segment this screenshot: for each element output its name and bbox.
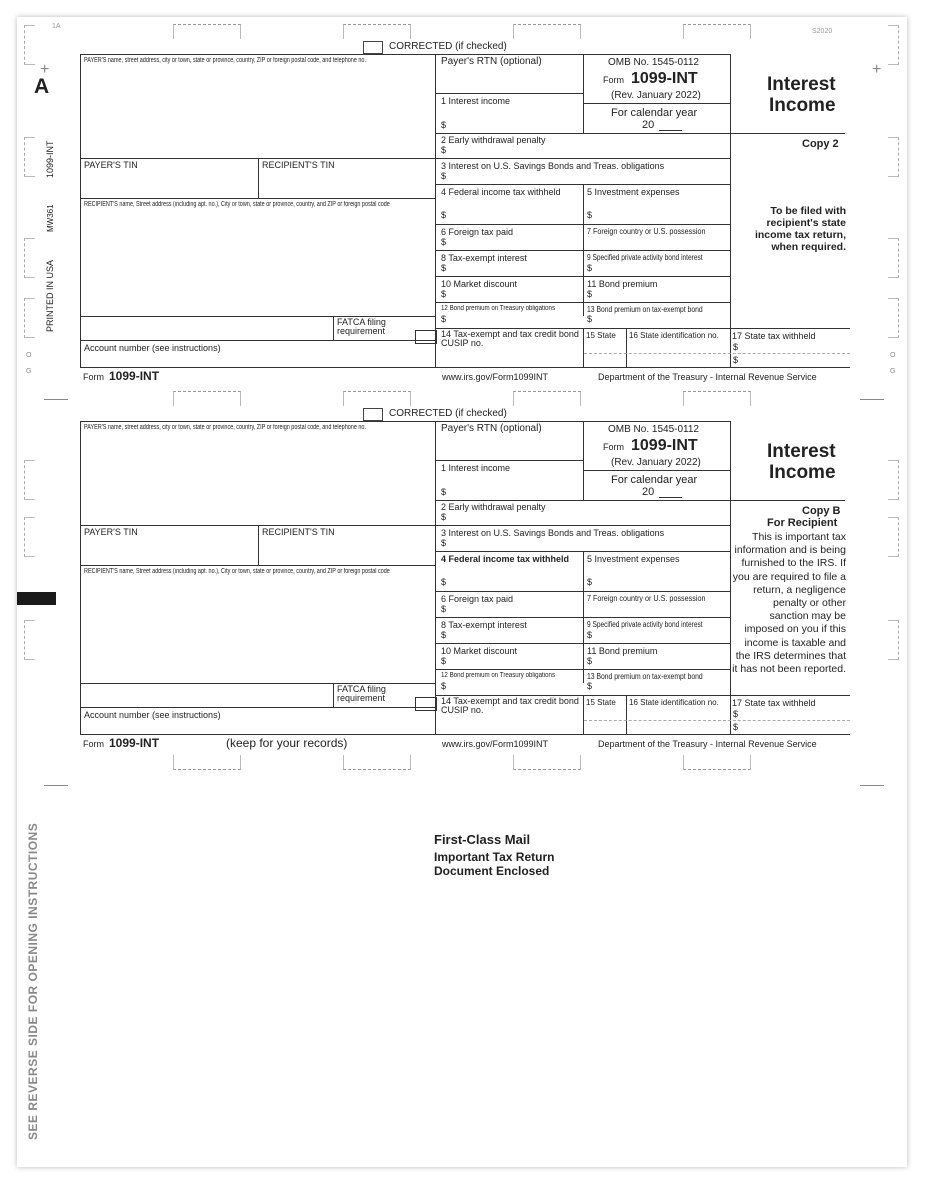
box12-field[interactable] — [447, 681, 581, 693]
footer-form-number: 1099-INT — [109, 736, 160, 750]
payer-tin-field[interactable] — [82, 170, 257, 197]
side-bracket-mark — [888, 620, 899, 660]
crop-plus-left: + — [40, 61, 50, 78]
title-line1: Interest — [767, 441, 836, 462]
box1-label: 1 Interest income — [441, 96, 511, 106]
side-product-code: MW361 — [46, 204, 55, 232]
box16-left — [626, 695, 627, 735]
box8-field[interactable] — [447, 630, 581, 642]
tin-divider — [258, 525, 259, 565]
box3-label: 3 Interest on U.S. Savings Bonds and Treas. obligations — [441, 161, 665, 171]
account-row-top — [80, 340, 436, 341]
payer-rtn-field[interactable] — [438, 68, 581, 92]
right-box-border — [730, 421, 731, 735]
box10-dollar: $ — [441, 656, 447, 666]
box14-field[interactable] — [441, 717, 581, 733]
box8-dollar: $ — [441, 263, 447, 273]
side-bracket-mark — [24, 298, 35, 338]
corrected-label: CORRECTED (if checked) — [389, 408, 507, 419]
side-bracket-mark — [888, 137, 899, 177]
box11-field[interactable] — [593, 656, 727, 668]
box15-label: 15 State — [586, 331, 616, 340]
box4-field[interactable] — [447, 198, 581, 222]
box15-field[interactable] — [586, 342, 624, 366]
box10-label: 10 Market discount — [441, 279, 518, 289]
box3-top — [435, 525, 730, 526]
recipient-name-field[interactable] — [82, 210, 434, 315]
omb-left-border — [583, 54, 584, 133]
side-bracket-mark — [888, 25, 899, 65]
box8-dollar: $ — [441, 630, 447, 640]
payer-rtn-label: Payer's RTN (optional) — [441, 56, 542, 67]
box15-field[interactable] — [586, 709, 624, 733]
recipient-name-label: RECIPIENT'S name, Street address (including apt. no.), City or town, state or province, country, and ZIP or foreign postal code — [84, 568, 390, 575]
box6-dollar: $ — [441, 237, 447, 247]
calendar-year-label: For calendar year — [611, 107, 698, 119]
box11-label: 11 Bond premium — [587, 646, 658, 656]
form-word: Form — [603, 75, 624, 85]
footer-url: www.irs.gov/Form1099INT — [442, 372, 549, 382]
box2-field[interactable] — [447, 511, 581, 525]
box2-top — [435, 133, 730, 134]
envelope-line1: First-Class Mail — [434, 832, 531, 847]
box1-field[interactable] — [447, 108, 581, 132]
box17-dollar-2: $ — [733, 355, 739, 365]
title-line2: Income — [769, 95, 836, 116]
box1-top — [435, 460, 583, 461]
side-bracket-mark — [888, 460, 899, 500]
side-bracket-mark — [24, 620, 35, 660]
recipient-row-top — [80, 565, 436, 566]
box3-dollar: $ — [441, 171, 447, 181]
box12-13-divider — [583, 669, 584, 683]
corrected-label: CORRECTED (if checked) — [389, 41, 507, 52]
box16-field[interactable] — [629, 709, 728, 733]
box11-label: 11 Bond premium — [587, 279, 658, 289]
perforation-mark — [513, 391, 581, 406]
box6-top — [435, 591, 730, 592]
form-bottom-border — [80, 734, 850, 735]
box6-label: 6 Foreign tax paid — [441, 594, 514, 604]
form-left-border — [80, 421, 81, 735]
box14-label: 14 Tax-exempt and tax credit bond CUSIP no. — [441, 329, 579, 348]
tin-divider — [258, 158, 259, 198]
form-left-border — [80, 54, 81, 368]
box7-field[interactable] — [585, 237, 728, 249]
box12-dollar: $ — [441, 681, 447, 691]
form-top-border — [80, 421, 730, 422]
side-o-right: O — [890, 352, 896, 359]
revision-date: (Rev. January 2022) — [611, 457, 701, 468]
box10-field[interactable] — [447, 289, 581, 301]
perforation-mark — [173, 391, 241, 406]
title-bottom-rule — [730, 133, 845, 134]
box2-dollar: $ — [441, 512, 447, 522]
perforation-mark — [173, 24, 241, 39]
box3-field[interactable] — [447, 538, 727, 550]
perforation-mark — [683, 391, 751, 406]
payer-rtn-label: Payer's RTN (optional) — [441, 423, 542, 434]
box13-label: 13 Bond premium on tax-exempt bond — [587, 305, 703, 314]
payer-name-field[interactable] — [82, 433, 434, 523]
cal-year-top — [583, 470, 730, 471]
fatca-checkbox[interactable] — [415, 330, 437, 344]
side-bracket-mark — [24, 137, 35, 177]
middle-divider — [435, 54, 436, 368]
box4-label: 4 Federal income tax withheld — [441, 554, 570, 564]
box16-left — [626, 328, 627, 368]
box5-field[interactable] — [593, 198, 727, 222]
box3-dollar: $ — [441, 538, 447, 548]
perforation-mark — [513, 24, 581, 39]
calendar-year-prefix: 20 — [642, 486, 655, 498]
box17-label: 17 State tax withheld — [732, 698, 816, 708]
form-top-border — [80, 54, 730, 55]
box17-dollar-1: $ — [733, 342, 739, 352]
fatca-label: FATCA filing requirement — [337, 684, 386, 703]
box7-label: 7 Foreign country or U.S. possession — [587, 594, 706, 603]
box3-field[interactable] — [447, 171, 727, 183]
box4-dollar: $ — [441, 210, 447, 220]
box6-field[interactable] — [447, 604, 581, 616]
box17-field[interactable] — [740, 707, 848, 733]
box10-label: 10 Market discount — [441, 646, 518, 656]
box3-label: 3 Interest on U.S. Savings Bonds and Treas. obligations — [441, 528, 665, 538]
box3-top — [435, 158, 730, 159]
side-o-left: O — [26, 352, 32, 359]
account-label: Account number (see instructions) — [84, 710, 221, 720]
box7-label: 7 Foreign country or U.S. possession — [587, 227, 706, 236]
form-code-1a: 1A — [52, 23, 61, 30]
box10-top — [435, 643, 730, 644]
box17-field[interactable] — [740, 340, 848, 366]
box14-label: 14 Tax-exempt and tax credit bond CUSIP no. — [441, 696, 579, 715]
recipient-row-top — [80, 198, 436, 199]
account-label: Account number (see instructions) — [84, 343, 221, 353]
account-field[interactable] — [82, 352, 434, 366]
corrected-checkbox[interactable] — [363, 41, 383, 54]
payer-tin-label: PAYER'S TIN — [84, 160, 138, 170]
box12-13-divider — [583, 302, 584, 316]
perforation-mark — [683, 755, 751, 770]
box12-label: 12 Bond premium on Treasury obligations — [441, 672, 556, 679]
box17-dollar-1: $ — [733, 709, 739, 719]
box17-dollar-2: $ — [733, 722, 739, 732]
right-box-border — [730, 54, 731, 368]
box16-field[interactable] — [629, 342, 728, 366]
side-bracket-mark — [24, 517, 35, 557]
box5-dollar: $ — [587, 210, 593, 220]
recipient-tin-label: RECIPIENT'S TIN — [262, 527, 335, 537]
title-line2: Income — [769, 462, 836, 483]
box15-label: 15 State — [586, 698, 616, 707]
payer-tin-label: PAYER'S TIN — [84, 527, 138, 537]
perforation-mark — [173, 755, 241, 770]
box9-label: 9 Specified private activity bond interest — [587, 620, 703, 629]
box9-field[interactable] — [593, 630, 727, 642]
box17-left — [730, 695, 731, 735]
box5-label: 5 Investment expenses — [587, 554, 680, 564]
payer-tin-field[interactable] — [82, 537, 257, 564]
account-row-top — [80, 707, 436, 708]
box6-dollar: $ — [441, 604, 447, 614]
cal-year-top — [583, 103, 730, 104]
year-blank-field[interactable] — [659, 497, 682, 498]
box4-field[interactable] — [447, 565, 581, 589]
box13-field[interactable] — [593, 681, 727, 693]
calendar-year-prefix: 20 — [642, 119, 655, 131]
registration-mark — [17, 592, 56, 605]
box5-field[interactable] — [593, 565, 727, 589]
side-bracket-mark — [24, 460, 35, 500]
side-printed: PRINTED IN USA — [45, 259, 55, 332]
footer-form-number: 1099-INT — [109, 369, 160, 383]
box2-label: 2 Early withdrawal penalty — [441, 135, 546, 145]
box12-field[interactable] — [447, 314, 581, 326]
box10-field[interactable] — [447, 656, 581, 668]
footer-form-word: Form — [83, 739, 104, 749]
separator-left-1 — [44, 399, 68, 400]
payer-name-field[interactable] — [82, 66, 434, 156]
side-bracket-mark — [888, 298, 899, 338]
box8-top — [435, 617, 730, 618]
box1-label: 1 Interest income — [441, 463, 511, 473]
box2-label: 2 Early withdrawal penalty — [441, 502, 546, 512]
box2-dollar: $ — [441, 145, 447, 155]
copy-letter-a: A — [34, 75, 50, 98]
fatca-divider — [333, 316, 334, 340]
side-g-left: G — [26, 368, 32, 375]
form-number: 1099-INT — [631, 70, 698, 87]
form-number: 1099-INT — [631, 437, 698, 454]
box10-dollar: $ — [441, 289, 447, 299]
box1-field[interactable] — [447, 475, 581, 499]
box1-top — [435, 93, 583, 94]
title-bottom-rule — [730, 500, 845, 501]
copy-title: Copy 2 — [802, 138, 839, 150]
box14-field[interactable] — [441, 350, 581, 366]
perforation-mark — [513, 755, 581, 770]
recipient-tin-label: RECIPIENT'S TIN — [262, 160, 335, 170]
recipient-name-field[interactable] — [82, 577, 434, 682]
box17-left — [730, 328, 731, 368]
calendar-year-label: For calendar year — [611, 474, 698, 486]
copy-subtitle: For Recipient — [767, 517, 838, 529]
payer-name-label: PAYER'S name, street address, city or town, state or province, country, ZIP or foreign postal code, and telephone no. — [84, 57, 366, 64]
box12-label: 12 Bond premium on Treasury obligations — [441, 305, 556, 312]
corrected-checkbox[interactable] — [363, 408, 383, 421]
box8-field[interactable] — [447, 263, 581, 275]
recipient-tin-field[interactable] — [260, 537, 434, 564]
side-bracket-mark — [24, 238, 35, 278]
box13-label: 13 Bond premium on tax-exempt bond — [587, 672, 703, 681]
box10-top — [435, 276, 730, 277]
catalog-code: S2020 — [812, 28, 833, 35]
box13-dollar: $ — [587, 681, 593, 691]
envelope-line2: Important Tax Return — [434, 850, 555, 864]
box15-left — [583, 695, 584, 735]
copy-note: To be filed with recipient's state income tax return, when required. — [754, 205, 846, 253]
box16-label: 16 State identification no. — [629, 331, 719, 340]
year-blank-field[interactable] — [659, 130, 682, 131]
omb-number: OMB No. 1545-0112 — [608, 57, 699, 68]
box8-label: 8 Tax-exempt interest — [441, 620, 527, 630]
separator-right-2 — [860, 785, 884, 786]
box11-dollar: $ — [587, 289, 593, 299]
box6-label: 6 Foreign tax paid — [441, 227, 514, 237]
footer-form-word: Form — [83, 372, 104, 382]
box9-field[interactable] — [593, 263, 727, 275]
crop-plus-right: + — [872, 61, 882, 78]
form-word: Form — [603, 442, 624, 452]
box8-label: 8 Tax-exempt interest — [441, 253, 527, 263]
side-g-right: G — [890, 368, 896, 375]
box13-field[interactable] — [593, 314, 727, 326]
box13-dollar: $ — [587, 314, 593, 324]
box11-field[interactable] — [593, 289, 727, 301]
box2-top — [435, 500, 730, 501]
side-bracket-mark — [888, 517, 899, 557]
fatca-checkbox[interactable] — [415, 697, 437, 711]
box8-top — [435, 250, 730, 251]
box15-left — [583, 328, 584, 368]
copy-title: Copy B — [802, 505, 841, 517]
perforation-mark — [343, 391, 411, 406]
box6-top — [435, 224, 730, 225]
middle-divider — [435, 421, 436, 735]
fatca-label: FATCA filing requirement — [337, 317, 386, 336]
title-line1: Interest — [767, 74, 836, 95]
separator-left-2 — [44, 785, 68, 786]
footer-keep-note: (keep for your records) — [226, 736, 348, 750]
payer-rtn-field[interactable] — [438, 435, 581, 459]
fatca-divider — [333, 683, 334, 707]
box1-dollar: $ — [441, 120, 447, 130]
box9-dollar: $ — [587, 263, 593, 273]
form-bottom-border — [80, 367, 850, 368]
box6-field[interactable] — [447, 237, 581, 249]
perforation-mark — [683, 24, 751, 39]
box4-dollar: $ — [441, 577, 447, 587]
box4-label: 4 Federal income tax withheld — [441, 187, 561, 197]
omb-left-border — [583, 421, 584, 500]
recipient-tin-field[interactable] — [260, 170, 434, 197]
side-form-label: 1099-INT — [45, 140, 55, 178]
box1-dollar: $ — [441, 487, 447, 497]
payer-name-label: PAYER'S name, street address, city or town, state or province, country, ZIP or foreign postal code, and telephone no. — [84, 424, 366, 431]
recipient-name-label: RECIPIENT'S name, Street address (including apt. no.), City or town, state or province, country, and ZIP or foreign postal code — [84, 201, 390, 208]
box5-label: 5 Investment expenses — [587, 187, 680, 197]
box9-label: 9 Specified private activity bond interest — [587, 253, 703, 262]
side-bracket-mark — [888, 238, 899, 278]
perforation-mark — [343, 24, 411, 39]
opening-instructions: SEE REVERSE SIDE FOR OPENING INSTRUCTIONS — [26, 822, 40, 1140]
footer-department: Department of the Treasury - Internal Revenue Service — [598, 739, 817, 749]
perforation-mark — [343, 755, 411, 770]
separator-right-1 — [860, 399, 884, 400]
box9-dollar: $ — [587, 630, 593, 640]
box5-dollar: $ — [587, 577, 593, 587]
box7-field[interactable] — [585, 604, 728, 616]
account-field[interactable] — [82, 719, 434, 733]
box2-field[interactable] — [447, 144, 581, 158]
side-bracket-mark — [24, 25, 35, 65]
copy-note: This is important tax information and is being furnished to the IRS. If you are required to file a return, a negligence penalty or other sanction may be imposed on you if this income is taxable and the IRS determines that it has not been reported. — [732, 531, 846, 676]
box17-label: 17 State tax withheld — [732, 331, 816, 341]
box11-dollar: $ — [587, 656, 593, 666]
omb-number: OMB No. 1545-0112 — [608, 424, 699, 435]
revision-date: (Rev. January 2022) — [611, 90, 701, 101]
footer-url: www.irs.gov/Form1099INT — [442, 739, 549, 749]
box12-dollar: $ — [441, 314, 447, 324]
envelope-line3: Document Enclosed — [434, 864, 550, 878]
footer-department: Department of the Treasury - Internal Revenue Service — [598, 372, 817, 382]
box16-label: 16 State identification no. — [629, 698, 719, 707]
